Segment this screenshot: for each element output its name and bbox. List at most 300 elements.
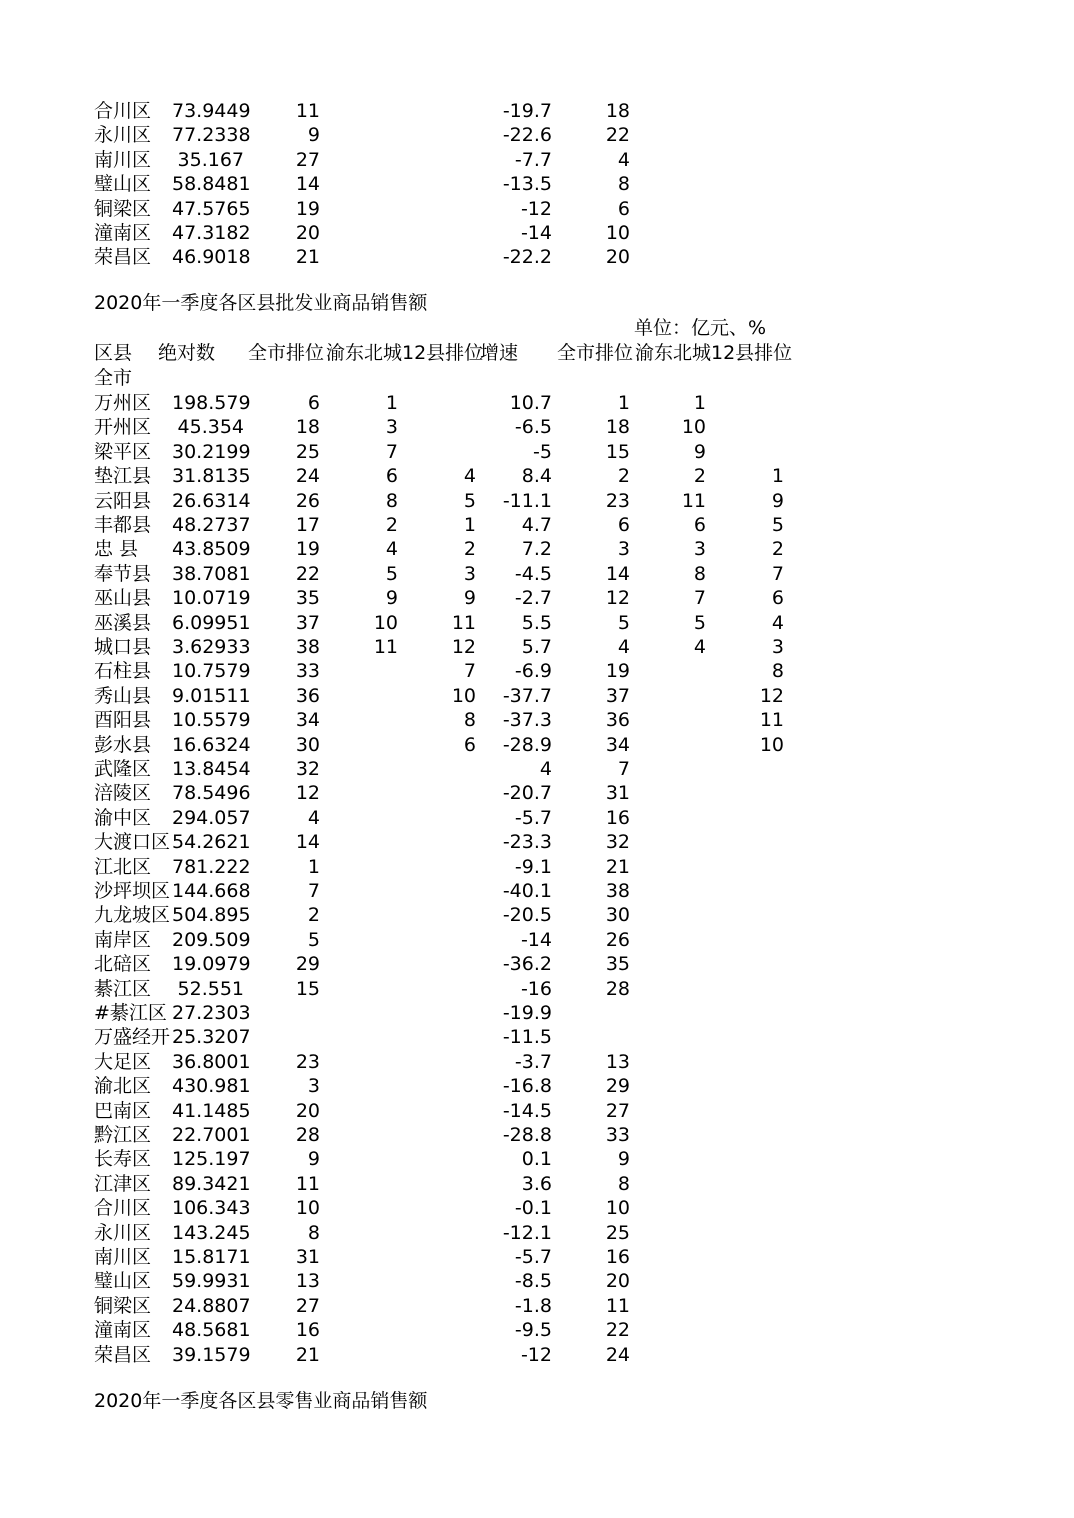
table-header bbox=[0, 341, 1074, 365]
district-name: 荣昌区 bbox=[94, 246, 152, 269]
table-row bbox=[0, 245, 1074, 269]
district-name: 巫山县 bbox=[94, 587, 152, 610]
district-name: 九龙坡区 bbox=[94, 904, 171, 927]
city-rank: 20 bbox=[295, 1099, 320, 1122]
county12-rank: 10 bbox=[451, 684, 476, 707]
city-rank: 27 bbox=[295, 1294, 320, 1317]
growth-value: -8.5 bbox=[514, 1270, 552, 1293]
absolute-value: 30.2199 bbox=[172, 440, 251, 463]
ydb-city-rank: 2 bbox=[385, 514, 398, 536]
growth-value: 5.5 bbox=[521, 611, 552, 634]
growth-value: -5.7 bbox=[514, 806, 552, 829]
growth-value: -16.8 bbox=[502, 1075, 552, 1098]
growth-city-rank: 10 bbox=[605, 222, 630, 244]
ydb-city-rank: 7 bbox=[385, 440, 398, 463]
table-row bbox=[0, 733, 1074, 757]
growth-value: -9.1 bbox=[514, 855, 552, 878]
growth-ydb-rank: 8 bbox=[693, 562, 706, 585]
growth-county12-rank: 12 bbox=[759, 684, 784, 707]
city-rank: 29 bbox=[295, 953, 320, 976]
growth-value: -14.5 bbox=[502, 1099, 552, 1122]
growth-value: -12 bbox=[520, 197, 552, 220]
district-name: 北碚区 bbox=[94, 953, 152, 976]
absolute-value: 48.5681 bbox=[172, 1319, 251, 1342]
table-row bbox=[0, 806, 1074, 830]
district-name: 丰都县 bbox=[94, 514, 152, 536]
growth-city-rank: 35 bbox=[605, 953, 630, 976]
absolute-value: 6.09951 bbox=[172, 611, 251, 634]
table-row bbox=[0, 1123, 1074, 1147]
growth-value: -40.1 bbox=[502, 880, 552, 902]
table-row bbox=[0, 172, 1074, 196]
growth-value: -6.9 bbox=[514, 660, 552, 683]
table-row bbox=[0, 586, 1074, 610]
growth-city-rank: 28 bbox=[605, 977, 630, 1000]
growth-value: -12.1 bbox=[502, 1221, 552, 1244]
absolute-value: 27.2303 bbox=[172, 1002, 251, 1024]
city-rank: 11 bbox=[295, 1172, 320, 1195]
growth-city-rank: 5 bbox=[617, 611, 630, 634]
city-rank: 12 bbox=[295, 782, 320, 805]
growth-city-rank: 6 bbox=[617, 514, 630, 536]
growth-ydb-rank: 6 bbox=[693, 514, 706, 536]
growth-value: -37.7 bbox=[502, 684, 552, 707]
growth-value: -7.7 bbox=[514, 148, 552, 171]
city-rank: 1 bbox=[307, 855, 320, 878]
district-name: 城口县 bbox=[94, 636, 152, 658]
growth-city-rank: 7 bbox=[617, 758, 630, 780]
absolute-value: 16.6324 bbox=[172, 733, 251, 756]
absolute-value: 13.8454 bbox=[172, 758, 251, 780]
growth-city-rank: 30 bbox=[605, 904, 630, 927]
growth-city-rank: 8 bbox=[617, 173, 630, 196]
city-rank: 9 bbox=[307, 1148, 320, 1171]
city-rank: 16 bbox=[295, 1319, 320, 1342]
growth-value: -16 bbox=[520, 977, 552, 1000]
district-name: 梁平区 bbox=[94, 440, 152, 463]
growth-ydb-rank: 5 bbox=[693, 611, 706, 634]
growth-ydb-rank: 10 bbox=[681, 416, 706, 439]
unit-label: 单位：亿元、% bbox=[634, 317, 767, 339]
ydb-city-rank: 3 bbox=[385, 416, 398, 439]
header-county12-rank-2: 12县排位 bbox=[711, 342, 793, 364]
growth-city-rank: 32 bbox=[605, 831, 630, 854]
growth-city-rank: 21 bbox=[605, 855, 630, 878]
growth-value: -23.3 bbox=[502, 831, 552, 854]
ydb-city-rank: 11 bbox=[373, 636, 398, 658]
district-name: 璧山区 bbox=[94, 173, 152, 196]
district-name: 南川区 bbox=[94, 1246, 152, 1268]
growth-county12-rank: 4 bbox=[771, 611, 784, 634]
absolute-value: 59.9931 bbox=[172, 1270, 251, 1293]
absolute-value: 9.01511 bbox=[172, 684, 251, 707]
growth-city-rank: 6 bbox=[617, 197, 630, 220]
table-row bbox=[0, 391, 1074, 415]
table-row bbox=[0, 537, 1074, 561]
growth-city-rank: 13 bbox=[605, 1050, 630, 1073]
city-rank: 11 bbox=[295, 100, 320, 122]
growth-ydb-rank: 7 bbox=[693, 587, 706, 610]
table-row bbox=[0, 1318, 1074, 1342]
growth-ydb-rank: 1 bbox=[693, 392, 706, 414]
absolute-value: 125.197 bbox=[172, 1148, 251, 1171]
city-rank: 38 bbox=[295, 636, 320, 658]
growth-county12-rank: 2 bbox=[771, 538, 784, 561]
district-name: 酉阳县 bbox=[94, 709, 152, 732]
growth-value: 4 bbox=[539, 758, 552, 780]
city-rank: 8 bbox=[307, 1221, 320, 1244]
absolute-value: 143.245 bbox=[172, 1221, 251, 1244]
city-rank: 26 bbox=[295, 489, 320, 512]
growth-value: -4.5 bbox=[514, 562, 552, 585]
growth-city-rank: 14 bbox=[605, 562, 630, 585]
district-name: 黔江区 bbox=[94, 1124, 152, 1146]
absolute-value: 39.1579 bbox=[172, 1343, 251, 1366]
city-rank: 24 bbox=[295, 465, 320, 488]
growth-county12-rank: 10 bbox=[759, 733, 784, 756]
district-name: 万州区 bbox=[94, 392, 152, 414]
growth-county12-rank: 9 bbox=[771, 489, 784, 512]
growth-value: -0.1 bbox=[514, 1197, 552, 1220]
city-rank: 10 bbox=[295, 1197, 320, 1220]
county12-rank: 4 bbox=[463, 465, 476, 488]
growth-city-rank: 18 bbox=[605, 416, 630, 439]
growth-city-rank: 24 bbox=[605, 1343, 630, 1366]
growth-city-rank: 33 bbox=[605, 1124, 630, 1146]
ydb-city-rank: 10 bbox=[373, 611, 398, 634]
absolute-value: 38.7081 bbox=[172, 562, 251, 585]
district-name: 石柱县 bbox=[94, 660, 152, 683]
absolute-value: 41.1485 bbox=[172, 1099, 251, 1122]
growth-value: -19.9 bbox=[502, 1002, 552, 1024]
city-rank: 30 bbox=[295, 733, 320, 756]
table-row bbox=[0, 1147, 1074, 1171]
table-row bbox=[0, 440, 1074, 464]
table-row bbox=[0, 489, 1074, 513]
table-row bbox=[0, 1172, 1074, 1196]
city-rank: 14 bbox=[295, 173, 320, 196]
city-rank: 2 bbox=[307, 904, 320, 927]
district-name: 合川区 bbox=[94, 100, 152, 122]
growth-value: 7.2 bbox=[521, 538, 552, 561]
table-row bbox=[0, 830, 1074, 854]
table-row bbox=[0, 781, 1074, 805]
absolute-value: 58.8481 bbox=[172, 173, 251, 196]
city-rank: 5 bbox=[307, 928, 320, 951]
district-name: 南川区 bbox=[94, 148, 152, 171]
growth-city-rank: 20 bbox=[605, 246, 630, 269]
growth-city-rank: 2 bbox=[617, 465, 630, 488]
header-ydb-city-2: 渝东北城 bbox=[635, 342, 712, 364]
ydb-city-rank: 6 bbox=[385, 465, 398, 488]
table-row bbox=[0, 562, 1074, 586]
whole-city-row bbox=[0, 366, 1074, 390]
absolute-value: 52.551 bbox=[177, 977, 244, 1000]
table-row bbox=[0, 1001, 1074, 1025]
growth-value: -6.5 bbox=[514, 416, 552, 439]
table-row bbox=[0, 197, 1074, 221]
city-rank: 13 bbox=[295, 1270, 320, 1293]
table-row bbox=[0, 879, 1074, 903]
growth-city-rank: 11 bbox=[605, 1294, 630, 1317]
growth-city-rank: 22 bbox=[605, 124, 630, 147]
district-name: 铜梁区 bbox=[94, 197, 152, 220]
growth-city-rank: 29 bbox=[605, 1075, 630, 1098]
header-growth: 增速 bbox=[480, 342, 519, 364]
absolute-value: 209.509 bbox=[172, 928, 251, 951]
growth-city-rank: 31 bbox=[605, 782, 630, 805]
growth-ydb-rank: 2 bbox=[693, 465, 706, 488]
growth-value: 10.7 bbox=[509, 392, 552, 414]
absolute-value: 48.2737 bbox=[172, 514, 251, 536]
growth-ydb-rank: 11 bbox=[681, 489, 706, 512]
absolute-value: 781.222 bbox=[172, 855, 251, 878]
district-name: 彭水县 bbox=[94, 733, 152, 756]
absolute-value: 10.0719 bbox=[172, 587, 251, 610]
ydb-city-rank: 5 bbox=[385, 562, 398, 585]
city-rank: 7 bbox=[307, 880, 320, 902]
district-name: 渝中区 bbox=[94, 806, 152, 829]
growth-ydb-rank: 9 bbox=[693, 440, 706, 463]
header-ydb-city: 渝东北城 bbox=[326, 342, 403, 364]
city-rank: 22 bbox=[295, 562, 320, 585]
table-row bbox=[0, 221, 1074, 245]
absolute-value: 10.7579 bbox=[172, 660, 251, 683]
district-name: 璧山区 bbox=[94, 1270, 152, 1293]
growth-value: 0.1 bbox=[521, 1148, 552, 1171]
ydb-city-rank: 4 bbox=[385, 538, 398, 561]
header-city-rank-2: 全市排位 bbox=[557, 342, 634, 364]
district-name: 云阳县 bbox=[94, 489, 152, 512]
district-name: 南岸区 bbox=[94, 928, 152, 951]
city-rank: 4 bbox=[307, 806, 320, 829]
absolute-value: 106.343 bbox=[172, 1197, 251, 1220]
table-row bbox=[0, 148, 1074, 172]
absolute-value: 504.895 bbox=[172, 904, 251, 927]
district-name: 永川区 bbox=[94, 1221, 152, 1244]
table-row bbox=[0, 464, 1074, 488]
absolute-value: 31.8135 bbox=[172, 465, 251, 488]
table-row bbox=[0, 1245, 1074, 1269]
header-absolute: 绝对数 bbox=[158, 342, 216, 364]
growth-value: 8.4 bbox=[521, 465, 552, 488]
district-name: 潼南区 bbox=[94, 1319, 152, 1342]
district-name: 江津区 bbox=[94, 1172, 152, 1195]
city-rank: 21 bbox=[295, 246, 320, 269]
city-rank: 27 bbox=[295, 148, 320, 171]
table-row bbox=[0, 1221, 1074, 1245]
district-name: 开州区 bbox=[94, 416, 152, 439]
district-name: 荣昌区 bbox=[94, 1343, 152, 1366]
absolute-value: 45.354 bbox=[177, 416, 244, 439]
district-name: 巫溪县 bbox=[94, 611, 152, 634]
table-row bbox=[0, 1294, 1074, 1318]
table-row bbox=[0, 1074, 1074, 1098]
absolute-value: 15.8171 bbox=[172, 1246, 251, 1268]
growth-ydb-rank: 3 bbox=[693, 538, 706, 561]
city-rank: 17 bbox=[295, 514, 320, 536]
table-row bbox=[0, 123, 1074, 147]
table-row bbox=[0, 1050, 1074, 1074]
growth-county12-rank: 5 bbox=[771, 514, 784, 536]
growth-city-rank: 37 bbox=[605, 684, 630, 707]
whole-city-label: 全市 bbox=[94, 367, 133, 389]
city-rank: 9 bbox=[307, 124, 320, 147]
growth-city-rank: 19 bbox=[605, 660, 630, 683]
growth-value: -14 bbox=[520, 222, 552, 244]
table-row bbox=[0, 903, 1074, 927]
growth-city-rank: 38 bbox=[605, 880, 630, 902]
ydb-city-rank: 1 bbox=[385, 392, 398, 414]
table-row bbox=[0, 1196, 1074, 1220]
absolute-value: 144.668 bbox=[172, 880, 251, 902]
absolute-value: 10.5579 bbox=[172, 709, 251, 732]
growth-county12-rank: 3 bbox=[771, 636, 784, 658]
table-row bbox=[0, 855, 1074, 879]
table-row bbox=[0, 635, 1074, 659]
absolute-value: 54.2621 bbox=[172, 831, 251, 854]
city-rank: 35 bbox=[295, 587, 320, 610]
absolute-value: 43.8509 bbox=[172, 538, 251, 561]
growth-value: -11.5 bbox=[502, 1026, 552, 1049]
county12-rank: 11 bbox=[451, 611, 476, 634]
district-name: 巴南区 bbox=[94, 1099, 152, 1122]
growth-city-rank: 23 bbox=[605, 489, 630, 512]
city-rank: 19 bbox=[295, 197, 320, 220]
growth-value: -14 bbox=[520, 928, 552, 951]
absolute-value: 19.0979 bbox=[172, 953, 251, 976]
table-row bbox=[0, 99, 1074, 123]
district-name: 铜梁区 bbox=[94, 1294, 152, 1317]
district-name: 渝北区 bbox=[94, 1075, 152, 1098]
county12-rank: 9 bbox=[463, 587, 476, 610]
city-rank: 14 bbox=[295, 831, 320, 854]
growth-county12-rank: 11 bbox=[759, 709, 784, 732]
growth-city-rank: 12 bbox=[605, 587, 630, 610]
growth-city-rank: 26 bbox=[605, 928, 630, 951]
growth-value: -36.2 bbox=[502, 953, 552, 976]
district-name: 长寿区 bbox=[94, 1148, 152, 1171]
table-row bbox=[0, 708, 1074, 732]
county12-rank: 6 bbox=[463, 733, 476, 756]
growth-value: -12 bbox=[520, 1343, 552, 1366]
header-county12-rank: 12县排位 bbox=[402, 342, 484, 364]
growth-value: -28.8 bbox=[502, 1124, 552, 1146]
absolute-value: 89.3421 bbox=[172, 1172, 251, 1195]
district-name: 涪陵区 bbox=[94, 782, 152, 805]
absolute-value: 73.9449 bbox=[172, 100, 251, 122]
absolute-value: 78.5496 bbox=[172, 782, 251, 805]
growth-value: -1.8 bbox=[514, 1294, 552, 1317]
growth-city-rank: 22 bbox=[605, 1319, 630, 1342]
city-rank: 23 bbox=[295, 1050, 320, 1073]
growth-value: -22.6 bbox=[502, 124, 552, 147]
absolute-value: 47.3182 bbox=[172, 222, 251, 244]
table-row bbox=[0, 1343, 1074, 1367]
city-rank: 36 bbox=[295, 684, 320, 707]
growth-city-rank: 16 bbox=[605, 806, 630, 829]
table-row bbox=[0, 684, 1074, 708]
growth-city-rank: 27 bbox=[605, 1099, 630, 1122]
table-row bbox=[0, 928, 1074, 952]
city-rank: 18 bbox=[295, 416, 320, 439]
growth-value: -20.7 bbox=[502, 782, 552, 805]
ydb-city-rank: 8 bbox=[385, 489, 398, 512]
growth-ydb-rank: 4 bbox=[693, 636, 706, 658]
county12-rank: 2 bbox=[463, 538, 476, 561]
growth-value: -3.7 bbox=[514, 1050, 552, 1073]
growth-value: 3.6 bbox=[521, 1172, 552, 1195]
table-row bbox=[0, 757, 1074, 781]
growth-city-rank: 16 bbox=[605, 1246, 630, 1268]
city-rank: 32 bbox=[295, 758, 320, 780]
growth-county12-rank: 8 bbox=[771, 660, 784, 683]
district-name: 江北区 bbox=[94, 855, 152, 878]
city-rank: 25 bbox=[295, 440, 320, 463]
city-rank: 33 bbox=[295, 660, 320, 683]
wholesale-title: 2020年一季度各区县批发业商品销售额 bbox=[94, 292, 428, 314]
growth-value: -19.7 bbox=[502, 100, 552, 122]
absolute-value: 26.6314 bbox=[172, 489, 251, 512]
growth-city-rank: 18 bbox=[605, 100, 630, 122]
absolute-value: 3.62933 bbox=[172, 636, 251, 658]
district-name: 大渡口区 bbox=[94, 831, 171, 854]
table-row bbox=[0, 1025, 1074, 1049]
growth-county12-rank: 7 bbox=[771, 562, 784, 585]
city-rank: 31 bbox=[295, 1246, 320, 1268]
ydb-city-rank: 9 bbox=[385, 587, 398, 610]
growth-value: 5.7 bbox=[521, 636, 552, 658]
absolute-value: 25.3207 bbox=[172, 1026, 251, 1049]
absolute-value: 294.057 bbox=[172, 806, 251, 829]
district-name: #綦江区 bbox=[94, 1002, 167, 1024]
district-name: 忠 县 bbox=[94, 538, 139, 561]
absolute-value: 198.579 bbox=[172, 392, 251, 414]
growth-value: -5 bbox=[533, 440, 552, 463]
county12-rank: 8 bbox=[463, 709, 476, 732]
growth-value: -5.7 bbox=[514, 1246, 552, 1268]
county12-rank: 7 bbox=[463, 660, 476, 683]
table-row bbox=[0, 415, 1074, 439]
district-name: 大足区 bbox=[94, 1050, 152, 1073]
district-name: 潼南区 bbox=[94, 222, 152, 244]
county12-rank: 5 bbox=[463, 489, 476, 512]
county12-rank: 12 bbox=[451, 636, 476, 658]
growth-value: -13.5 bbox=[502, 173, 552, 196]
growth-value: -11.1 bbox=[502, 489, 552, 512]
growth-county12-rank: 6 bbox=[771, 587, 784, 610]
growth-city-rank: 1 bbox=[617, 392, 630, 414]
absolute-value: 46.9018 bbox=[172, 246, 251, 269]
absolute-value: 430.981 bbox=[172, 1075, 251, 1098]
absolute-value: 77.2338 bbox=[172, 124, 251, 147]
header-district: 区县 bbox=[94, 342, 133, 364]
growth-value: -20.5 bbox=[502, 904, 552, 927]
growth-city-rank: 9 bbox=[617, 1148, 630, 1171]
growth-city-rank: 34 bbox=[605, 733, 630, 756]
growth-city-rank: 25 bbox=[605, 1221, 630, 1244]
city-rank: 15 bbox=[295, 977, 320, 1000]
absolute-value: 36.8001 bbox=[172, 1050, 251, 1073]
growth-county12-rank: 1 bbox=[771, 465, 784, 488]
table-row bbox=[0, 1099, 1074, 1123]
growth-city-rank: 36 bbox=[605, 709, 630, 732]
county12-rank: 1 bbox=[463, 514, 476, 536]
district-name: 武隆区 bbox=[94, 758, 152, 780]
city-rank: 3 bbox=[307, 1075, 320, 1098]
absolute-value: 24.8807 bbox=[172, 1294, 251, 1317]
growth-city-rank: 4 bbox=[617, 148, 630, 171]
